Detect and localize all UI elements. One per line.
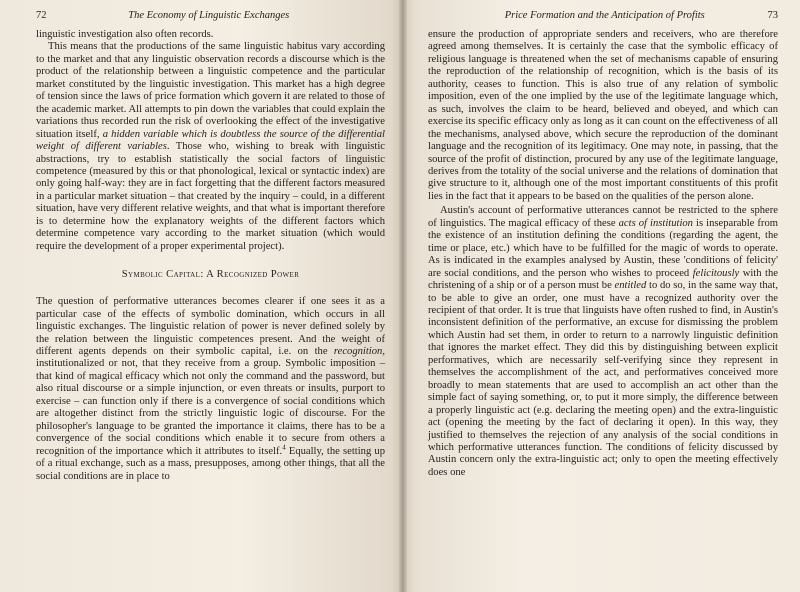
right-p2-text-b: is inseparable from the existence of an institution defining the conditions (regarding the agent, the time or place, etc.) which have to be fulfilled for the magic of words to operate. As is indicated in the examples analysed by Austin, these 'conditions of felicity' are social conditions, and the person who wishes to proceed: [428, 217, 778, 279]
left-paragraph-3: [36, 296, 385, 483]
left-p2-text-b: . Those who, wishing to break with linguistic abstractions, try to establish statistically the social factors of linguistic competence (measured by this or that phonological, lexical or syntactic index) are only going half-way: they are in fact forgetting that the different factors measured in a particular market situation – that created by the inquiry – could, in a different situation, have very different relative weights, and that what is important therefore is to determine how the explanatory weights of the different factors which determine competence vary according to the market situation (which would require the development of a proper experimental project).: [36, 141, 385, 252]
right-running-head: [428, 9, 778, 29]
left-p3-text-b: , institutionalized or not, that they receive from a group. Symbolic imposition – that kind of magical efficacy which not only the command and the password, but also ritual discourse or a simple injunction, or even threats or insults, purport to exercise – can function only if there is a convergence of social conditions which are altogether distinct from the strictly linguistic logic of discourse. For the philosopher's language to be granted the importance it claims, there has to be a convergence of the social conditions which enable it to secure from others a recognition of the importance which it attributes to itself.: [36, 345, 385, 457]
left-p2-emphasis: a hidden variable which is doubtless the source of the differential weight of different variables: [36, 128, 385, 153]
right-page: [403, 0, 800, 592]
left-running-title: The Economy of Linguistic Exchanges: [128, 10, 290, 21]
right-p2-text-c: with the christening of a ship or of a person must be: [428, 267, 778, 292]
footnote-marker: 4: [282, 443, 286, 452]
left-paragraph-2: [36, 41, 385, 253]
left-p3-text-c: Equally, the setting up of a ritual exchange, such as a mass, presupposes, among other things, that all the social conditions are in place to: [36, 445, 386, 482]
right-p2-text-a: Austin's account of performative utterances cannot be restricted to the sphere of linguistics. The magical efficacy of these: [428, 205, 778, 229]
left-body-text: [36, 29, 385, 483]
right-paragraph-1: ensure the production of appropriate senders and receivers, who are therefore agreed among themselves. It is certainly the case that the symbolic efficacy of religious language is threatened when the set of mechanisms capable of ensuring the reproduction of the relationship of recognition, which is the basis of its authority, ceases to function. This is also true of any relation of symbolic imposition, even of the one implied by the use of the legitimate language which, as such, involves the claim to be heard, believed and obeyed, and which can exercise its specific efficacy only as long as it can count on the effectiveness of all the mechanisms, analysed above, which secure the reproduction of the dominant language and the recognition of its legitimacy. One may note, in passing, that the source of the profit of distinction, procured by any use of the legitimate language, derives from the totality of the social universe and the relations of domination that give structure to it, although one of the most important constituents of this profit lies in the fact that it appears to be based on the qualities of the person alone.: [428, 29, 778, 202]
right-body-text: [428, 29, 778, 479]
left-running-head: [36, 9, 385, 29]
book-gutter: [399, 0, 407, 592]
right-p2-emphasis-3: entitled: [614, 280, 647, 292]
right-p2-emphasis-1: acts of institution: [618, 217, 693, 229]
right-p2-text-d: to do so, in the same way that, to be able to give an order, one must have a recognized authority over the recipient of that order. It is true that linguists have often rushed to find, in Austin's inconsistent definition of the performative, an excuse for dismissing the problem which Austin had set them, in order to return to a narrowly linguistic definition that ignores the market effect. They did this by distinguishing between explicit performatives, which are necessarily self-verifying since they represent in themselves the accomplishment of the act, and performatives conceived more broadly to mean statements that are used to accomplish an act other than the simple fact of saying something, or, to put it more simply, the difference between a properly linguistic act (e.g. declaring the meeting open) and the extra-linguistic act (opening the meeting by the fact of declaring it open). In this way, they justified to themselves the rejection of any analysis of the social conditions in which performative utterances function. The conditions of felicity discussed by Austin concern only the extra-linguistic act; only to open the meeting effectively does one: [428, 280, 778, 478]
right-p2-emphasis-2: felicitously: [692, 267, 740, 279]
left-page-number: 72: [36, 10, 47, 21]
section-heading: Symbolic Capital: A Recognized Power: [121, 269, 300, 281]
left-p3-emphasis: recognition: [333, 345, 383, 357]
right-paragraph-2: [428, 205, 778, 479]
left-p3-text-a: The question of performative utterances becomes clearer if one sees it as a particular case of the effects of symbolic domination, which occurs in all linguistic exchanges. The linguistic relation of power is never defined solely by the relation between the linguistic competences present. And the weight of different agents depends on their symbolic capital, i.e. on the: [36, 296, 385, 357]
right-running-title: Price Formation and the Anticipation of Profits: [504, 10, 705, 21]
left-paragraph-1: linguistic investigation also often records.: [36, 29, 214, 40]
right-page-number: 73: [767, 10, 778, 21]
left-p2-text-a: This means that the productions of the same linguistic habitus vary according to the market and that any linguistic observation records a discourse which is the product of the relationship between a linguistic competence and the particular market constituted by the linguistic investigation. This market has a high degree of tension since the laws of price formation which govern it are related to those of the academic market. All attempts to pin down the variables that could explain the variations thus recorded run the risk of overlooking the effect of the investigative situation itself,: [36, 41, 385, 140]
